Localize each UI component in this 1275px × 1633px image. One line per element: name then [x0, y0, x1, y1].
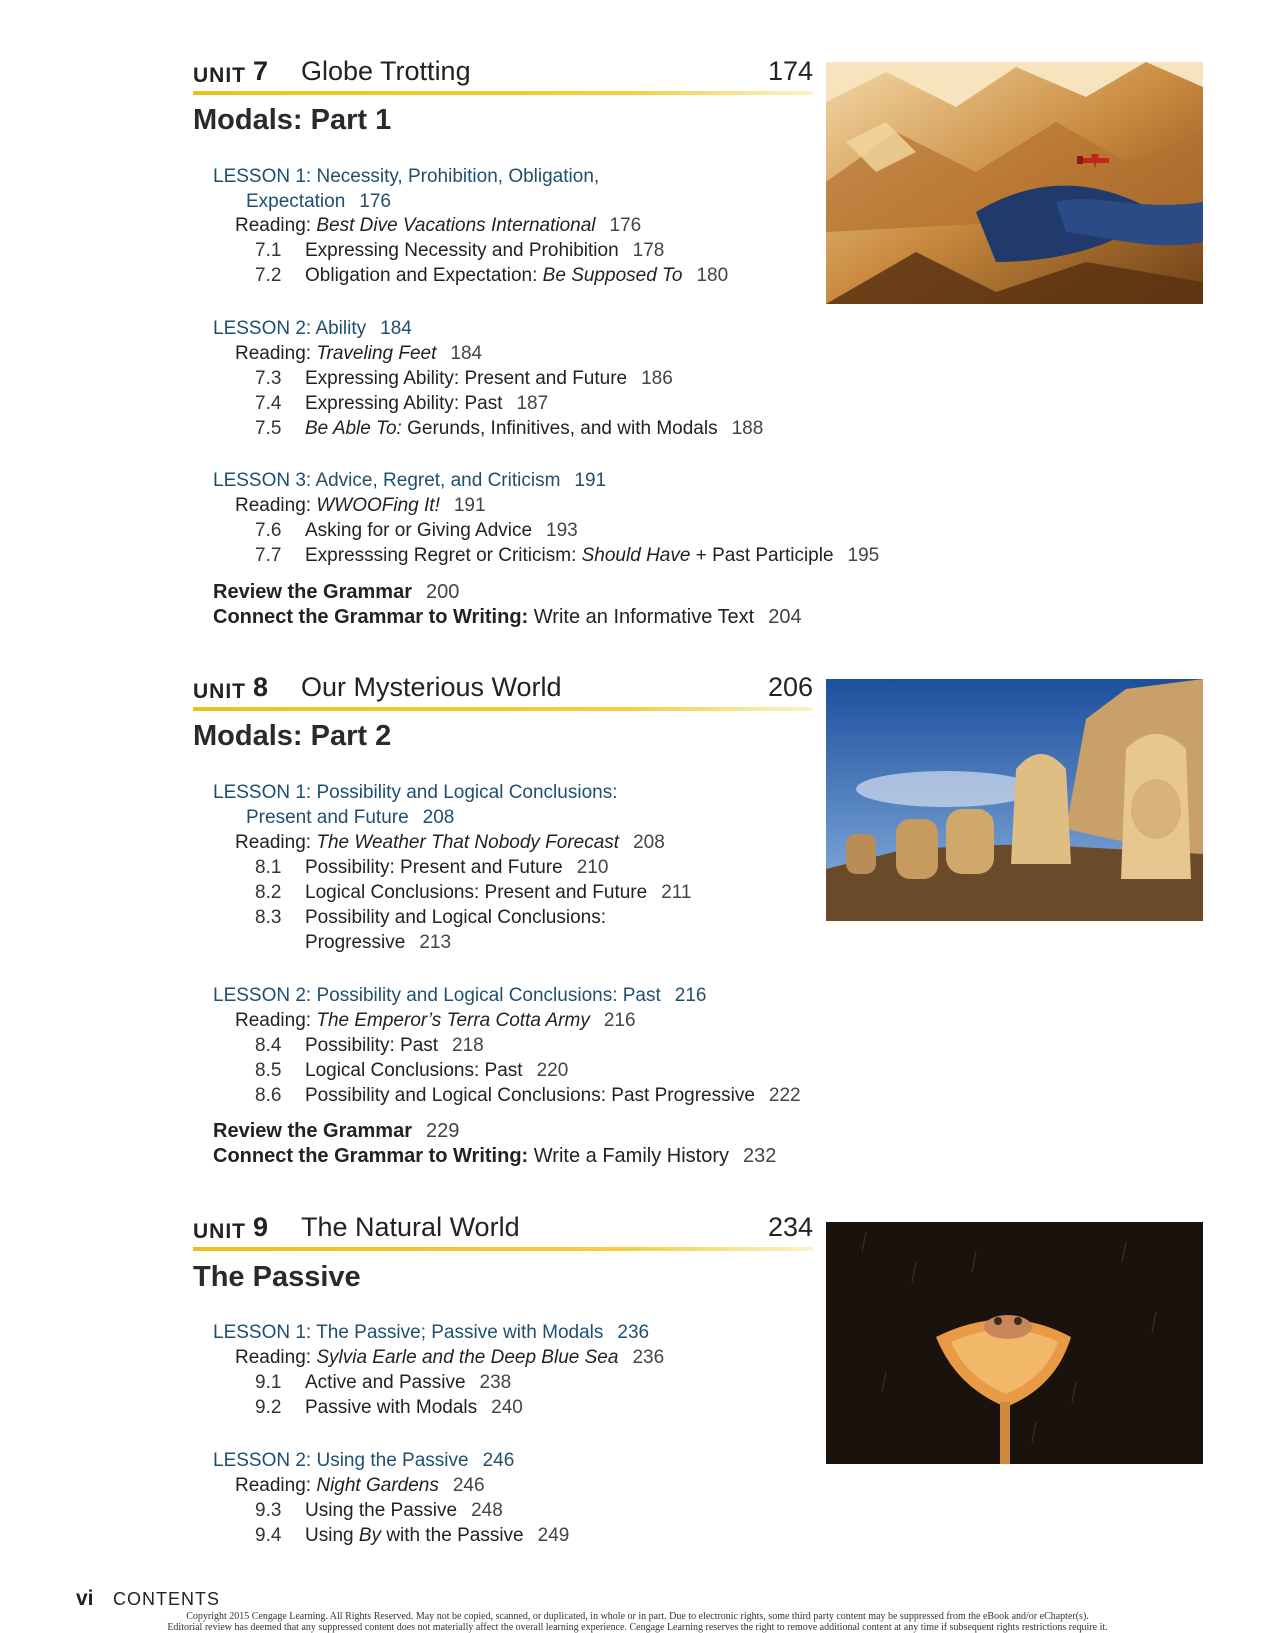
- lesson-label: LESSON 2: Ability: [213, 318, 367, 339]
- unit-9-header: [193, 1212, 813, 1252]
- item-title: Possibility and Logical Conclusions:: [305, 907, 606, 928]
- reading-label: Reading:: [235, 1475, 312, 1496]
- item-number: 9.4: [255, 1525, 282, 1546]
- item-number: 8.4: [255, 1035, 282, 1056]
- item-page: 188: [731, 418, 764, 439]
- item-title-italic: Should Have: [581, 545, 691, 566]
- item-page: 193: [546, 520, 578, 541]
- connect-page: 232: [743, 1145, 777, 1167]
- unit-8-subtitle: Modals: Part 2: [193, 720, 392, 752]
- lesson-label: LESSON 3: Advice, Regret, and Criticism: [213, 470, 561, 491]
- item-title: Asking for or Giving Advice: [305, 520, 533, 541]
- item-number: 7.5: [255, 418, 282, 439]
- item-title: Active and Passive: [305, 1372, 466, 1393]
- item-page: 187: [516, 393, 549, 414]
- item-page: 178: [632, 240, 665, 261]
- item-title-italic: Be Supposed To: [542, 265, 683, 286]
- item-number: 7.1: [255, 240, 282, 261]
- unit-label: UNIT: [193, 1220, 246, 1243]
- reading-line: [235, 1475, 485, 1497]
- unit-9-lesson-1: [213, 1322, 649, 1344]
- unit-9-lesson-2: [213, 1450, 514, 1472]
- unit-8-lesson-1: [213, 782, 617, 804]
- unit-number: 9: [253, 1212, 269, 1242]
- unit-8-lesson-1-cont: [246, 807, 454, 829]
- copyright-line-1: Copyright 2015 Cengage Learning. All Rights Reserved. May not be copied, scanned, or duplicated, in whole or in part. Due to electronic rights, some third party content may be suppressed from the eBook and/or eChapter(s).: [186, 1611, 1089, 1622]
- item-title: Using the Passive: [305, 1500, 458, 1521]
- toc-item: [255, 265, 728, 287]
- connect-label: Connect the Grammar to Writing:: [213, 1145, 529, 1167]
- unit-7-header: [193, 56, 813, 96]
- review-label: Review the Grammar: [213, 581, 412, 603]
- unit-7-lesson-2: [213, 318, 412, 340]
- reading-line: [235, 1010, 636, 1032]
- item-title: Possibility and Logical Conclusions: Past Progressive: [305, 1085, 755, 1106]
- review-line: [213, 1120, 459, 1143]
- unit-page: 206: [767, 672, 813, 702]
- reading-title: Traveling Feet: [316, 343, 437, 364]
- lesson-label-cont: Present and Future: [246, 807, 409, 828]
- reading-title: The Weather That Nobody Forecast: [316, 832, 620, 853]
- toc-item: [255, 907, 606, 929]
- item-title-italic: Be Able To:: [305, 418, 402, 439]
- lesson-page: 216: [674, 985, 707, 1006]
- unit-page: 234: [767, 1212, 813, 1242]
- reading-page: 246: [452, 1475, 485, 1496]
- item-number: 8.3: [255, 907, 282, 928]
- item-number: 9.1: [255, 1372, 282, 1393]
- unit-8-photo-stone-heads: [826, 679, 1203, 921]
- item-title: Passive with Modals: [305, 1397, 478, 1418]
- lesson-page: 184: [380, 318, 412, 339]
- item-title: Using: [305, 1525, 359, 1546]
- lesson-page: 246: [482, 1450, 515, 1471]
- reading-page: 191: [453, 495, 486, 516]
- toc-item: [255, 1035, 484, 1057]
- reading-page: 208: [633, 832, 665, 853]
- reading-label: Reading:: [235, 832, 312, 853]
- item-number: 7.2: [255, 265, 282, 286]
- unit-label: UNIT: [193, 680, 246, 703]
- item-title: with the Passive: [381, 1525, 524, 1546]
- unit-8-lesson-2: [213, 985, 706, 1007]
- review-line: [213, 581, 459, 604]
- reading-page: 216: [603, 1010, 636, 1031]
- item-title: Expresssing Regret or Criticism:: [305, 545, 582, 566]
- unit-7-subtitle: Modals: Part 1: [193, 104, 392, 136]
- toc-item: [255, 1372, 511, 1394]
- item-page: 213: [419, 932, 452, 953]
- item-number: 8.6: [255, 1085, 282, 1106]
- lesson-page: 176: [359, 191, 391, 212]
- lesson-label: LESSON 2: Possibility and Logical Conclusions: Past: [213, 985, 661, 1006]
- reading-label: Reading:: [235, 495, 312, 516]
- reading-label: Reading:: [235, 1347, 312, 1368]
- unit-7-lesson-1-cont: [246, 191, 391, 213]
- unit-8-header: [193, 672, 813, 712]
- item-title: + Past Participle: [690, 545, 834, 566]
- unit-page: 174: [767, 56, 813, 86]
- item-title-italic: By: [358, 1525, 382, 1546]
- item-page: 220: [536, 1060, 569, 1081]
- item-page: 238: [479, 1372, 512, 1393]
- connect-line: [213, 1145, 776, 1168]
- item-number: 7.4: [255, 393, 282, 414]
- lesson-page: 208: [422, 807, 455, 828]
- item-page: 180: [696, 265, 729, 286]
- lesson-label-cont: Expectation: [246, 191, 346, 212]
- item-title: Progressive: [305, 932, 406, 953]
- unit-9-rule: [193, 1247, 813, 1251]
- reading-title: Best Dive Vacations International: [316, 215, 596, 236]
- unit-number: 7: [253, 56, 269, 86]
- unit-9-subtitle: The Passive: [193, 1261, 361, 1293]
- item-number: 9.2: [255, 1397, 282, 1418]
- toc-item: [255, 1085, 801, 1107]
- toc-item-cont: [255, 932, 451, 954]
- toc-item: [255, 368, 673, 390]
- item-page: 248: [471, 1500, 503, 1521]
- reading-line: [235, 343, 482, 365]
- reading-title: Night Gardens: [316, 1475, 439, 1496]
- lesson-page: 191: [574, 470, 607, 491]
- reading-label: Reading:: [235, 343, 312, 364]
- connect-label: Connect the Grammar to Writing:: [213, 606, 529, 628]
- reading-line: [235, 495, 486, 517]
- item-number: 7.6: [255, 520, 282, 541]
- toc-item: [255, 520, 578, 542]
- unit-label: UNIT: [193, 64, 246, 87]
- review-page: 200: [425, 581, 460, 603]
- reading-line: [235, 832, 665, 854]
- item-page: 222: [768, 1085, 801, 1106]
- review-page: 229: [425, 1120, 460, 1142]
- reading-label: Reading:: [235, 215, 312, 236]
- lesson-label: LESSON 1: Necessity, Prohibition, Obligation,: [213, 166, 600, 187]
- item-page: 195: [847, 545, 880, 566]
- item-number: 8.1: [255, 857, 282, 878]
- item-title: Expressing Ability: Past: [305, 393, 503, 414]
- item-page: 211: [661, 882, 692, 903]
- reading-line: [235, 215, 641, 237]
- toc-item: [255, 545, 879, 567]
- item-title: Possibility: Past: [305, 1035, 439, 1056]
- toc-item: [255, 882, 692, 904]
- item-number: 7.3: [255, 368, 282, 389]
- lesson-label: LESSON 2: Using the Passive: [213, 1450, 469, 1471]
- lesson-label: LESSON 1: Possibility and Logical Conclusions:: [213, 782, 618, 803]
- reading-line: [235, 1347, 664, 1369]
- connect-text: Write an Informative Text: [533, 606, 755, 628]
- toc-item: [255, 240, 664, 262]
- item-number: 8.2: [255, 882, 282, 903]
- reading-page: 236: [632, 1347, 665, 1368]
- toc-item: [255, 393, 548, 415]
- item-title: Logical Conclusions: Past: [305, 1060, 523, 1081]
- unit-8-rule: [193, 707, 813, 711]
- section-label: CONTENTS: [113, 1589, 220, 1609]
- reading-page: 176: [609, 215, 642, 236]
- item-page: 210: [576, 857, 609, 878]
- reading-title: Sylvia Earle and the Deep Blue Sea: [316, 1347, 619, 1368]
- toc-item: [255, 418, 763, 440]
- reading-label: Reading:: [235, 1010, 312, 1031]
- page-number: vi: [76, 1587, 94, 1610]
- connect-line: [213, 606, 802, 629]
- item-page: 186: [641, 368, 673, 389]
- unit-title: Globe Trotting: [301, 56, 471, 86]
- unit-7-rule: [193, 91, 813, 95]
- toc-item: [255, 857, 608, 879]
- toc-item: [255, 1500, 503, 1522]
- reading-title: WWOOFing It!: [316, 495, 440, 516]
- unit-9-photo-frog-mushroom: [826, 1222, 1203, 1464]
- item-title: Possibility: Present and Future: [305, 857, 563, 878]
- lesson-label: LESSON 1: The Passive; Passive with Modals: [213, 1322, 604, 1343]
- unit-number: 8: [253, 672, 269, 702]
- item-title: Obligation and Expectation:: [305, 265, 543, 286]
- item-title: Expressing Ability: Present and Future: [305, 368, 628, 389]
- item-number: 7.7: [255, 545, 282, 566]
- unit-7-lesson-1: [213, 166, 599, 188]
- connect-text: Write a Family History: [533, 1145, 729, 1167]
- item-page: 249: [537, 1525, 570, 1546]
- item-page: 240: [491, 1397, 523, 1418]
- item-page: 218: [452, 1035, 484, 1056]
- reading-page: 184: [450, 343, 483, 364]
- toc-item: [255, 1060, 568, 1082]
- copyright-line-2: Editorial review has deemed that any suppressed content does not materially affect the overall learning experience. Cengage Learning reserves the right to remove additional content at any time if subsequent rights restrictions require it.: [167, 1622, 1108, 1633]
- toc-item: [255, 1525, 569, 1547]
- review-label: Review the Grammar: [213, 1120, 412, 1142]
- unit-title: Our Mysterious World: [301, 672, 562, 702]
- item-title: Logical Conclusions: Present and Future: [305, 882, 648, 903]
- reading-title: The Emperor’s Terra Cotta Army: [316, 1010, 590, 1031]
- item-title: Expressing Necessity and Prohibition: [305, 240, 619, 261]
- item-title: Gerunds, Infinitives, and with Modals: [401, 418, 718, 439]
- connect-page: 204: [768, 606, 802, 628]
- toc-item: [255, 1397, 523, 1419]
- unit-7-photo-mountains-plane: [826, 62, 1203, 304]
- lesson-page: 236: [617, 1322, 650, 1343]
- item-number: 9.3: [255, 1500, 282, 1521]
- item-number: 8.5: [255, 1060, 282, 1081]
- unit-7-lesson-3: [213, 470, 606, 492]
- unit-title: The Natural World: [301, 1212, 520, 1242]
